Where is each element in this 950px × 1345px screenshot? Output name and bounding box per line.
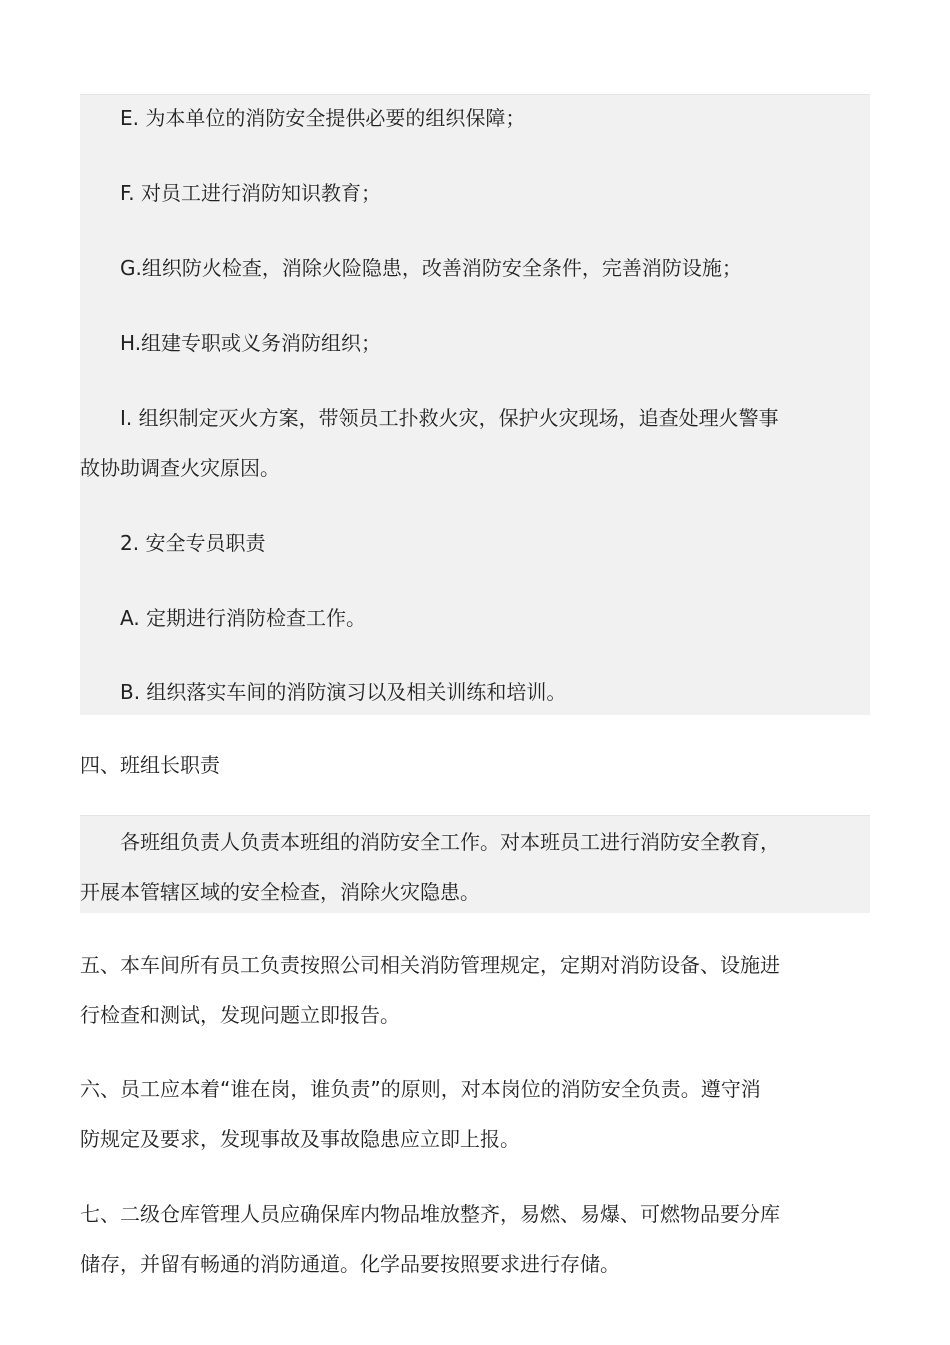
- item-e: E. 为本单位的消防安全提供必要的组织保障；: [120, 106, 526, 130]
- item-g: G.组织防火检查，消除火险隐患，改善消防安全条件，完善消防设施；: [120, 256, 742, 280]
- safety-officer-item-b: B. 组织落实车间的消防演习以及相关训练和培训。: [120, 680, 567, 704]
- section-7: [80, 1202, 870, 1282]
- responsibilities-block: [80, 94, 870, 715]
- team-leader-line2: 开展本管辖区域的安全检查，消除火灾隐患。: [80, 880, 480, 904]
- section-5-line1: 五、本车间所有员工负责按照公司相关消防管理规定，定期对消防设备、设施进: [80, 953, 780, 977]
- section-6: [80, 1077, 870, 1157]
- section-6-line1: 六、员工应本着“谁在岗，谁负责”的原则，对本岗位的消防安全负责。遵守消: [80, 1077, 761, 1101]
- item-f: F. 对员工进行消防知识教育；: [120, 181, 382, 205]
- section-4-heading: 四、班组长职责: [80, 753, 220, 777]
- safety-officer-heading: 2. 安全专员职责: [120, 531, 266, 555]
- item-h: H.组建专职或义务消防组织；: [120, 331, 382, 355]
- section-4-heading-block: [80, 753, 870, 779]
- section-5: [80, 953, 870, 1033]
- team-leader-line1: 各班组负责人负责本班组的消防安全工作。对本班员工进行消防安全教育，: [120, 830, 780, 854]
- section-7-line1: 七、二级仓库管理人员应确保库内物品堆放整齐，易燃、易爆、可燃物品要分库: [80, 1202, 780, 1226]
- item-i-line2: 故协助调查火灾原因。: [80, 456, 280, 480]
- item-i-line1: I. 组织制定灭火方案，带领员工扑救火灾，保护火灾现场，追查处理火警事: [120, 406, 779, 430]
- section-6-line2: 防规定及要求，发现事故及事故隐患应立即上报。: [80, 1127, 520, 1151]
- team-leader-block: [80, 815, 870, 913]
- section-7-line2: 储存，并留有畅通的消防通道。化学品要按照要求进行存储。: [80, 1252, 620, 1276]
- section-5-line2: 行检查和测试，发现问题立即报告。: [80, 1003, 400, 1027]
- safety-officer-item-a: A. 定期进行消防检查工作。: [120, 606, 367, 630]
